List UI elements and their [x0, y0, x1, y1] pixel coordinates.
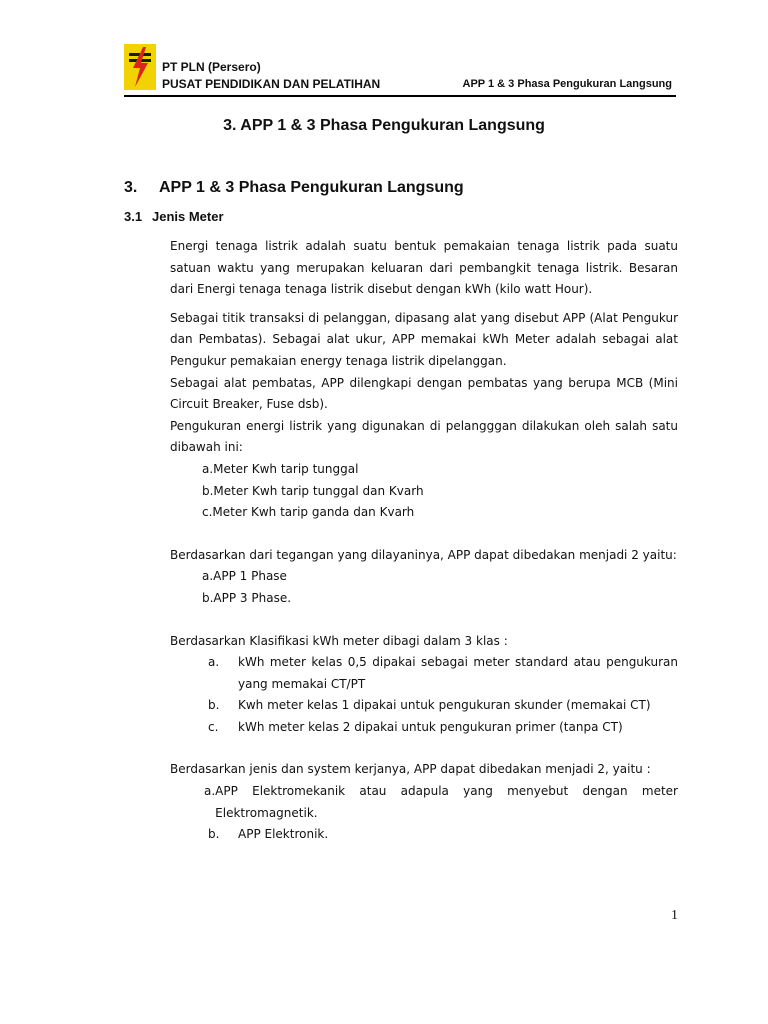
company-name: PT PLN (Persero) — [162, 60, 261, 74]
list-label: a. — [204, 784, 216, 799]
header-divider — [124, 95, 676, 97]
list-item: a.Meter Kwh tarip tunggal — [202, 461, 359, 476]
list-label: b. — [208, 698, 220, 713]
pln-logo-icon — [124, 44, 156, 90]
section-heading — [124, 179, 464, 197]
document-title: 3. APP 1 & 3 Phasa Pengukuran Langsung — [223, 117, 545, 134]
list-text: Kwh meter kelas 1 dipakai untuk pengukuran skunder (memakai CT) — [238, 698, 651, 713]
list-text: kWh meter kelas 2 dipakai untuk pengukuran primer (tanpa CT) — [238, 719, 623, 734]
phase-list — [170, 566, 678, 609]
list-item — [204, 717, 678, 739]
list-text: APP Elektronik. — [238, 827, 329, 842]
subsection-number: 3.1 — [124, 209, 143, 224]
list-item — [170, 824, 678, 846]
list-label: b. — [208, 827, 220, 842]
class-list — [170, 652, 678, 738]
list-item — [204, 652, 678, 695]
paragraph: Berdasarkan jenis dan system kerjanya, APP dapat dibedakan menjadi 2, yaitu : — [170, 762, 651, 777]
list-item: b.Meter Kwh tarip tunggal dan Kvarh — [202, 483, 424, 498]
subsection-heading — [124, 209, 224, 224]
paragraph: Sebagai titik transaksi di pelanggan, dipasang alat yang disebut APP (Alat Pengukur dan Pembatas). Sebagai alat ukur, APP memakai kWh Meter adalah sebagai alat Pengukur pemakaian energy tenaga listrik dipelanggan. — [170, 310, 678, 368]
page-number: 1 — [671, 908, 678, 923]
header-doc-ref: APP 1 & 3 Phasa Pengukuran Langsung — [462, 78, 672, 90]
list-item: b.APP 3 Phase. — [202, 590, 292, 605]
division-name: PUSAT PENDIDIKAN DAN PELATIHAN — [162, 77, 381, 91]
list-item: a.APP 1 Phase — [202, 569, 287, 584]
section-title: APP 1 & 3 Phasa Pengukuran Langsung — [159, 179, 464, 196]
list-text: APP Elektromekanik atau adapula yang menyebut dengan meter Elektromagnetik. — [215, 784, 678, 820]
paragraph: Berdasarkan dari tegangan yang dilayaninya, APP dapat dibedakan menjadi 2 yaitu: — [170, 547, 677, 562]
list-label: a. — [208, 655, 220, 670]
meter-list — [170, 459, 678, 524]
list-label: c. — [208, 719, 219, 734]
paragraph: Berdasarkan Klasifikasi kWh meter dibagi dalam 3 klas : — [170, 633, 508, 648]
paragraph: Pengukuran energi listrik yang digunakan di pelangggan dilakukan oleh salah satu dibawah ini: — [170, 418, 678, 455]
subsection-title: Jenis Meter — [152, 209, 224, 224]
body-text — [170, 236, 678, 846]
list-item — [170, 781, 678, 824]
list-item — [204, 695, 678, 717]
list-text: kWh meter kelas 0,5 dipakai sebagai meter standard atau pengukuran yang memakai CT/PT — [238, 655, 678, 691]
section-number: 3. — [124, 179, 138, 196]
list-item: c.Meter Kwh tarip ganda dan Kvarh — [202, 505, 415, 520]
paragraph: Sebagai alat pembatas, APP dilengkapi dengan pembatas yang berupa MCB (Mini Circuit Breaker, Fuse dsb). — [170, 375, 678, 412]
paragraph: Energi tenaga listrik adalah suatu bentuk pemakaian tenaga listrik pada suatu satuan waktu yang merupakan keluaran dari pembangkit tenaga listrik. Besaran dari Energi tenaga tenaga listrik disebut dengan kWh (kilo watt Hour). — [170, 239, 678, 297]
